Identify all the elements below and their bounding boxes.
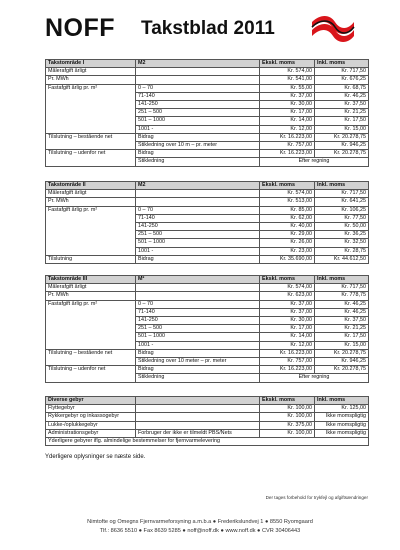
cell: Forbruger der ikke er tilmeldt PBS/Nets xyxy=(136,429,260,437)
cell: 0 – 70 xyxy=(136,300,260,308)
cell: Kr. 40,00 xyxy=(260,223,315,231)
table-row xyxy=(46,84,369,92)
cell xyxy=(46,374,136,382)
cell: 251 – 500 xyxy=(136,109,260,117)
cell xyxy=(46,117,136,125)
cell: Ikke momspligtig xyxy=(315,421,369,429)
cell: Kr. 17,50 xyxy=(315,333,369,341)
header-cell: Takstområde II xyxy=(46,182,136,190)
cell: Kr. 30,00 xyxy=(260,317,315,325)
cell: Kr. 46,25 xyxy=(315,308,369,316)
table-row xyxy=(46,117,369,125)
cell: Kr. 37,00 xyxy=(260,92,315,100)
cell: Målerafgift årligt xyxy=(46,68,136,76)
cell xyxy=(46,333,136,341)
cell: Kr. 20.278,75 xyxy=(315,150,369,158)
cell: Kr. 676,25 xyxy=(315,76,369,84)
cell: Pr. MWh xyxy=(46,76,136,84)
tariff-table-zone-3 xyxy=(45,275,369,383)
table-row xyxy=(46,405,369,413)
cell xyxy=(46,101,136,109)
cell: Kr. 125,00 xyxy=(315,405,369,413)
cell: 71-140 xyxy=(136,92,260,100)
header-cell: Ekskl. moms xyxy=(260,60,315,68)
cell: Pr. MWh xyxy=(46,198,136,206)
cell: Kr. 946,25 xyxy=(315,142,369,150)
cell: Bidrag xyxy=(136,349,260,357)
brand-name: NOFF xyxy=(45,14,116,42)
cell: 141-250 xyxy=(136,223,260,231)
cell: Kr. 35.690,00 xyxy=(260,255,315,263)
cell: 0 – 70 xyxy=(136,84,260,92)
cell: Målerafgift årligt xyxy=(46,190,136,198)
cell: Stikledning xyxy=(136,374,260,382)
cell: Kr. 16.223,00 xyxy=(260,349,315,357)
table-row xyxy=(46,214,369,222)
cell xyxy=(46,125,136,133)
cell: Kr. 28,75 xyxy=(315,247,369,255)
cell: Kr. 17,00 xyxy=(260,325,315,333)
cell: Kr. 36,25 xyxy=(315,231,369,239)
cell xyxy=(46,325,136,333)
cell xyxy=(136,190,260,198)
cell xyxy=(136,413,260,421)
cell: Tilslutning – udenfor net xyxy=(46,150,136,158)
table-row xyxy=(46,125,369,133)
cell: Stikledning xyxy=(136,158,260,166)
cell: Pr. MWh xyxy=(46,292,136,300)
cell: Kr. 16.223,00 xyxy=(260,366,315,374)
table-row xyxy=(46,421,369,429)
cell xyxy=(46,142,136,150)
cell: Fastafgift årlig pr. m² xyxy=(46,206,136,214)
cell: Kr. 12,00 xyxy=(260,341,315,349)
footer-address: Nimtofte og Omegns Fjernvarmeforsyning a.m.b.a ● Frederikslundvej 1 ● 8550 Ryomgaard xyxy=(87,519,313,525)
cell: 1001 - xyxy=(136,341,260,349)
cell: Stikledning over 10 m – pr. meter xyxy=(136,142,260,150)
cell: Efter regning xyxy=(260,158,369,166)
header-cell: M² xyxy=(136,276,260,284)
table-row xyxy=(46,76,369,84)
cell: Efter regning xyxy=(260,374,369,382)
cell: 71-140 xyxy=(136,214,260,222)
cell: Kr. 100,00 xyxy=(260,405,315,413)
cell: Kr. 16.223,00 xyxy=(260,150,315,158)
cell: Kr. 513,00 xyxy=(260,198,315,206)
cell xyxy=(136,292,260,300)
table-row xyxy=(46,308,369,316)
table-row xyxy=(46,206,369,214)
cell: Kr. 717,50 xyxy=(315,190,369,198)
noff-logo-icon xyxy=(310,14,356,42)
cell xyxy=(136,198,260,206)
cell: 1001 - xyxy=(136,125,260,133)
cell: Kr. 62,00 xyxy=(260,214,315,222)
cell: Kr. 21,25 xyxy=(315,109,369,117)
table-header-row xyxy=(46,182,369,190)
cell xyxy=(46,92,136,100)
table-row xyxy=(46,198,369,206)
table-row xyxy=(46,223,369,231)
cell: Kr. 37,50 xyxy=(315,101,369,109)
header-cell: Inkl. moms xyxy=(315,276,369,284)
cell: Kr. 12,00 xyxy=(260,125,315,133)
cell: 251 – 500 xyxy=(136,325,260,333)
page-header xyxy=(45,14,365,42)
cell: Kr. 14,00 xyxy=(260,117,315,125)
cell: Kr. 23,00 xyxy=(260,247,315,255)
cell: Kr. 574,00 xyxy=(260,284,315,292)
table-row xyxy=(46,150,369,158)
cell xyxy=(136,405,260,413)
table-row xyxy=(46,247,369,255)
cell: Kr. 106,25 xyxy=(315,206,369,214)
table-row xyxy=(46,92,369,100)
cell: Kr. 77,50 xyxy=(315,214,369,222)
cell: 71-140 xyxy=(136,308,260,316)
cell: 141-250 xyxy=(136,101,260,109)
cell: Fastafgift årlig pr. m² xyxy=(46,84,136,92)
cell: Rykkergebyr og inkassogebyr xyxy=(46,413,136,421)
table-row xyxy=(46,374,369,382)
header-cell: Ekskl. moms xyxy=(260,276,315,284)
cell: Kr. 100,00 xyxy=(260,429,315,437)
cell: Tilslutning – bestående net xyxy=(46,133,136,141)
cell xyxy=(136,76,260,84)
cell xyxy=(46,214,136,222)
cell: Kr. 717,50 xyxy=(315,284,369,292)
table-row xyxy=(46,349,369,357)
cell: Kr. 55,00 xyxy=(260,84,315,92)
cell: Tilslutning – bestående net xyxy=(46,349,136,357)
table-row xyxy=(46,366,369,374)
cell xyxy=(46,158,136,166)
header-cell xyxy=(136,397,260,405)
table-row xyxy=(46,333,369,341)
cell: Kr. 30,00 xyxy=(260,101,315,109)
table-row xyxy=(46,292,369,300)
cell: Kr. 100,00 xyxy=(260,413,315,421)
cell xyxy=(136,421,260,429)
table-row xyxy=(46,255,369,263)
cell: Kr. 623,00 xyxy=(260,292,315,300)
table-row xyxy=(46,325,369,333)
table-row xyxy=(46,413,369,421)
cell xyxy=(136,284,260,292)
cell: Bidrag xyxy=(136,366,260,374)
cell: Kr. 574,00 xyxy=(260,190,315,198)
header-cell: Inkl. moms xyxy=(315,60,369,68)
cell: 0 – 70 xyxy=(136,206,260,214)
cell: Ikke momspligtig xyxy=(315,413,369,421)
cell: Ikke momspligtig xyxy=(315,429,369,437)
cell: 501 – 1000 xyxy=(136,333,260,341)
cell: 251 – 500 xyxy=(136,231,260,239)
cell: Kr. 20.278,75 xyxy=(315,349,369,357)
cell xyxy=(46,239,136,247)
cell: 141-250 xyxy=(136,317,260,325)
cell: Kr. 757,00 xyxy=(260,142,315,150)
header-cell: Inkl. moms xyxy=(315,397,369,405)
cell: 1001 - xyxy=(136,247,260,255)
cell xyxy=(46,231,136,239)
table-row xyxy=(46,142,369,150)
cell xyxy=(46,358,136,366)
cell: Kr. 20.278,75 xyxy=(315,366,369,374)
cell: Kr. 375,00 xyxy=(260,421,315,429)
table-row xyxy=(46,190,369,198)
table-row xyxy=(46,358,369,366)
cell: Kr. 20.278,75 xyxy=(315,133,369,141)
header-cell: Ekskl. moms xyxy=(260,397,315,405)
header-cell: Diverse gebyr xyxy=(46,397,136,405)
cell: Kr. 778,75 xyxy=(315,292,369,300)
table-row xyxy=(46,101,369,109)
document-title: Takstblad 2011 xyxy=(141,18,275,39)
cell xyxy=(46,317,136,325)
cell: Tilslutning xyxy=(46,255,136,263)
cell: Kr. 541,00 xyxy=(260,76,315,84)
table-row xyxy=(46,300,369,308)
table-row xyxy=(46,284,369,292)
table-header-row xyxy=(46,276,369,284)
cell: Stikledning over 10 meter – pr. meter xyxy=(136,358,260,366)
cell xyxy=(46,247,136,255)
cell: Kr. 15,00 xyxy=(315,341,369,349)
cell: Kr. 641,25 xyxy=(315,198,369,206)
table-row xyxy=(46,109,369,117)
cell: Kr. 574,00 xyxy=(260,68,315,76)
cell xyxy=(46,223,136,231)
cell: Kr. 85,00 xyxy=(260,206,315,214)
table-row xyxy=(46,158,369,166)
header-cell: Inkl. moms xyxy=(315,182,369,190)
cell: Lukke-/oplukkegebyr xyxy=(46,421,136,429)
cell: Kr. 14,00 xyxy=(260,333,315,341)
cell: Kr. 44.612,50 xyxy=(315,255,369,263)
cell: Kr. 21,25 xyxy=(315,325,369,333)
more-info-note: Yderligere oplysninger se næste side. xyxy=(45,454,146,460)
table-row xyxy=(46,429,369,437)
table-row xyxy=(46,239,369,247)
cell xyxy=(46,109,136,117)
footer-contact: Tlf.: 8636 5510 ● Fax 8639 5285 ● noff@noff.dk ● www.noff.dk ● CVR 30406443 xyxy=(99,528,301,534)
cell: Kr. 46,25 xyxy=(315,300,369,308)
table-row xyxy=(46,317,369,325)
tariff-table-zone-1 xyxy=(45,59,369,167)
cell: Bidrag xyxy=(136,150,260,158)
tariff-table-zone-2 xyxy=(45,181,369,264)
cell: Kr. 50,00 xyxy=(315,223,369,231)
cell: 501 – 1000 xyxy=(136,239,260,247)
cell: Kr. 757,00 xyxy=(260,358,315,366)
table-row xyxy=(46,68,369,76)
cell: Bidrag xyxy=(136,255,260,263)
table-header-row xyxy=(46,60,369,68)
header-cell: Takstområde III xyxy=(46,276,136,284)
cell: Kr. 32,50 xyxy=(315,239,369,247)
table-row xyxy=(46,341,369,349)
cell: Kr. 16.223,00 xyxy=(260,133,315,141)
cell: Kr. 15,00 xyxy=(315,125,369,133)
cell xyxy=(46,308,136,316)
cell: Tilslutning – udenfor net xyxy=(46,366,136,374)
cell: Kr. 37,50 xyxy=(315,317,369,325)
fees-table xyxy=(45,396,369,446)
table-row xyxy=(46,231,369,239)
cell: Kr. 17,50 xyxy=(315,117,369,125)
table-header-row xyxy=(46,397,369,405)
cell: Yderligere gebyrer iflg. almindelige bestemmelser for fjernvarmelevering xyxy=(46,438,369,446)
cell: Målerafgift årligt xyxy=(46,284,136,292)
cell: Bidrag xyxy=(136,133,260,141)
cell: Kr. 68,75 xyxy=(315,84,369,92)
cell: Administrationsgebyr xyxy=(46,429,136,437)
header-cell: M2 xyxy=(136,60,260,68)
cell: Kr. 717,50 xyxy=(315,68,369,76)
cell: 501 – 1000 xyxy=(136,117,260,125)
cell: Kr. 29,00 xyxy=(260,231,315,239)
header-cell: Ekskl. moms xyxy=(260,182,315,190)
cell xyxy=(136,68,260,76)
cell: Flyttegebyr xyxy=(46,405,136,413)
header-cell: Takstområde I xyxy=(46,60,136,68)
cell: Kr. 37,00 xyxy=(260,308,315,316)
cell: Kr. 26,00 xyxy=(260,239,315,247)
header-cell: M2 xyxy=(136,182,260,190)
cell: Kr. 46,25 xyxy=(315,92,369,100)
table-row xyxy=(46,438,369,446)
table-row xyxy=(46,133,369,141)
disclaimer-text: Der tages forbehold for trykfejl og afgiftsændringer xyxy=(265,495,368,500)
cell xyxy=(46,341,136,349)
cell: Kr. 17,00 xyxy=(260,109,315,117)
cell: Fastafgift årlig pr. m² xyxy=(46,300,136,308)
cell: Kr. 37,00 xyxy=(260,300,315,308)
cell: Kr. 946,25 xyxy=(315,358,369,366)
